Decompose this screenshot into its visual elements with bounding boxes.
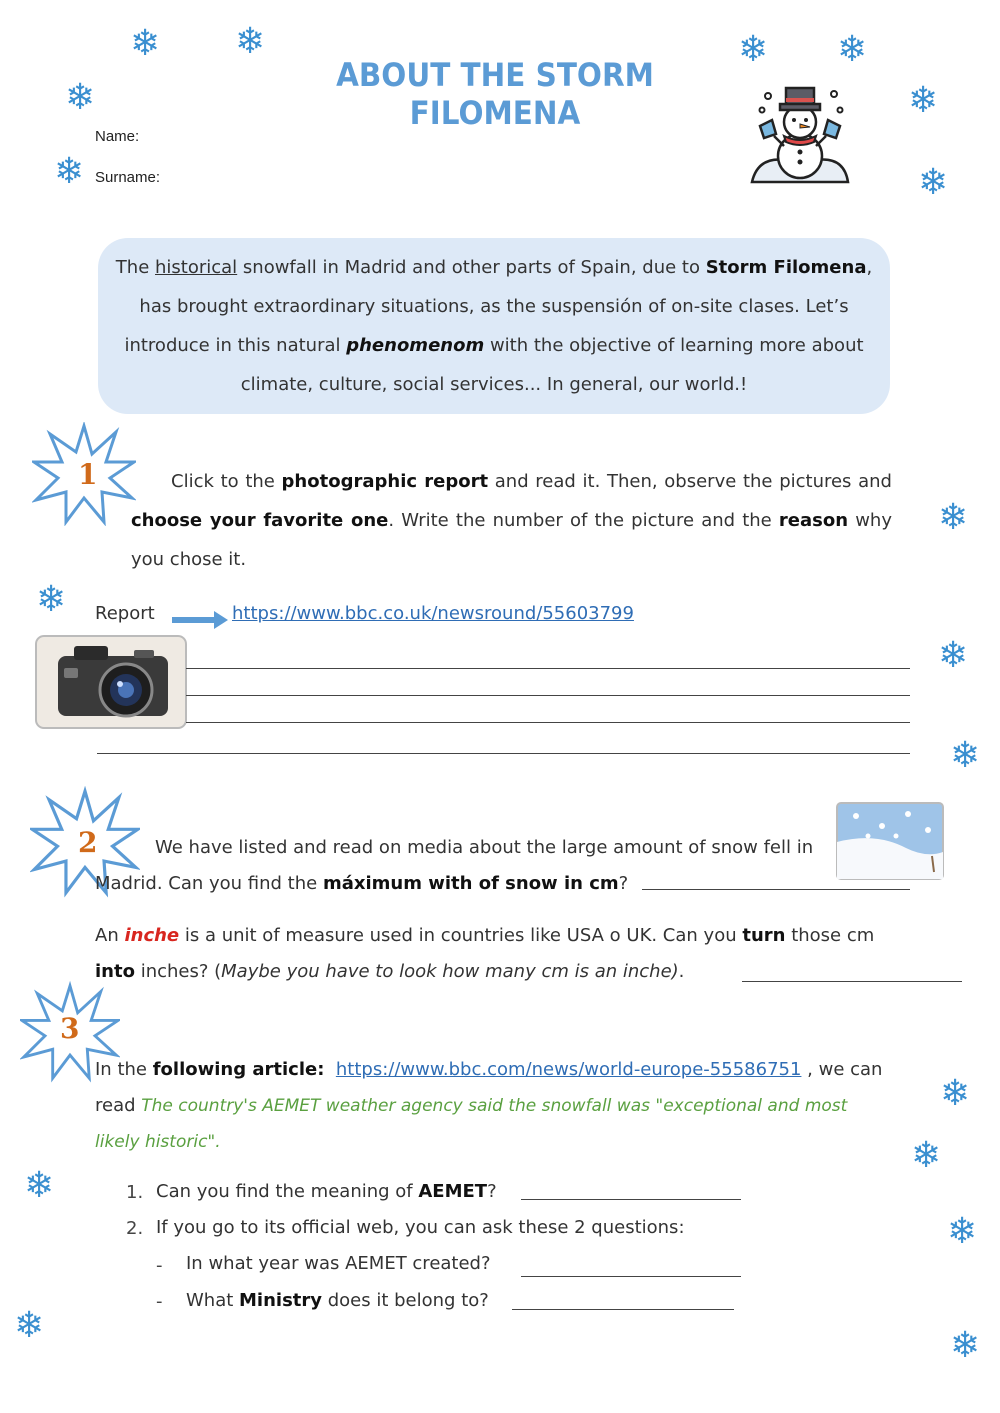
snowflake-icon: ❄ <box>950 1325 981 1366</box>
name-label: Name: <box>95 128 140 145</box>
badge-2-number: 2 <box>78 826 98 859</box>
snowflake-icon: ❄ <box>938 635 969 676</box>
camera-icon <box>34 634 188 730</box>
answer-line-snow-cm[interactable] <box>642 889 910 890</box>
snowman-icon <box>746 86 854 190</box>
answer-line-aemet[interactable] <box>521 1199 741 1200</box>
badge-1-number: 1 <box>78 458 98 491</box>
snowflake-icon: ❄ <box>738 29 769 70</box>
snowflake-icon: ❄ <box>36 579 67 620</box>
snowflake-icon: ❄ <box>14 1305 45 1346</box>
snowflake-icon: ❄ <box>950 735 981 776</box>
snowflake-icon: ❄ <box>24 1165 55 1206</box>
question-2b: What Ministry does it belong to? <box>186 1290 489 1311</box>
dash-bullet: - <box>156 1291 163 1312</box>
section3-intro: In the following article: https://www.bbc.com/news/world-europe-55586751 , we can read The country's AEMET weather agency said the snowfall was "exceptional and most likely historic". <box>95 1059 883 1152</box>
snowflake-icon: ❄ <box>938 497 969 538</box>
answer-line[interactable] <box>186 668 910 669</box>
page-title: ABOUT THE STORM FILOMENA <box>336 56 654 132</box>
snowflake-icon: ❄ <box>65 77 96 118</box>
section2-question-1: We have listed and read on media about the large amount of snow fell in Madrid. Can you find the máximum with of snow in cm? <box>95 837 814 894</box>
snowflake-icon: ❄ <box>908 80 939 121</box>
answer-line-ministry[interactable] <box>512 1309 734 1310</box>
section2-question-2: An inche is a unit of measure used in countries like USA o UK. Can you turn those cm into inches? (Maybe you have to look how many cm is an inche). <box>95 925 875 982</box>
snowflake-icon: ❄ <box>947 1211 978 1252</box>
question-1-number: 1. <box>126 1182 144 1203</box>
surname-label: Surname: <box>95 169 161 186</box>
badge-3-number: 3 <box>60 1012 80 1045</box>
answer-line-inches[interactable] <box>742 981 962 982</box>
answer-line-year[interactable] <box>521 1276 741 1277</box>
section1-instructions: Click to the photographic report and read it. Then, observe the pictures and choose your favorite one. Write the number of the picture and the reason why you chose it. <box>131 471 892 570</box>
intro-box: The historical snowfall in Madrid and other parts of Spain, due to Storm Filomena, has brought extraordinary situations, as the suspensión of on-site clases. Let’s introduce in this natural phenomenom with the objective of learning more about climate, culture, social services... In general, our world.! <box>98 238 890 414</box>
snowflake-icon: ❄ <box>911 1135 942 1176</box>
snowflake-icon: ❄ <box>940 1073 971 1114</box>
question-1: Can you find the meaning of AEMET? <box>156 1181 497 1202</box>
article-link[interactable]: https://www.bbc.com/news/world-europe-55586751 <box>335 1059 802 1080</box>
snowflake-icon: ❄ <box>837 29 868 70</box>
question-2: If you go to its official web, you can ask these 2 questions: <box>156 1217 685 1238</box>
question-2a: In what year was AEMET created? <box>186 1253 491 1274</box>
answer-line[interactable] <box>186 695 910 696</box>
report-label: Report <box>95 603 155 624</box>
arrow-right-icon <box>172 610 230 630</box>
snowflake-icon: ❄ <box>918 162 949 203</box>
snowflake-icon: ❄ <box>130 23 161 64</box>
aemet-quote: The country's AEMET weather agency said the snowfall was "exceptional and most likely historic". <box>95 1096 848 1152</box>
snowflake-icon: ❄ <box>54 151 85 192</box>
snow-landscape-image <box>836 802 944 880</box>
dash-bullet: - <box>156 1255 163 1276</box>
question-2-number: 2. <box>126 1218 144 1239</box>
answer-line[interactable] <box>186 722 910 723</box>
historical-word: historical <box>155 257 238 278</box>
answer-line[interactable] <box>97 753 910 754</box>
report-link[interactable]: https://www.bbc.co.uk/newsround/55603799 <box>232 603 634 624</box>
snowflake-icon: ❄ <box>235 21 266 62</box>
